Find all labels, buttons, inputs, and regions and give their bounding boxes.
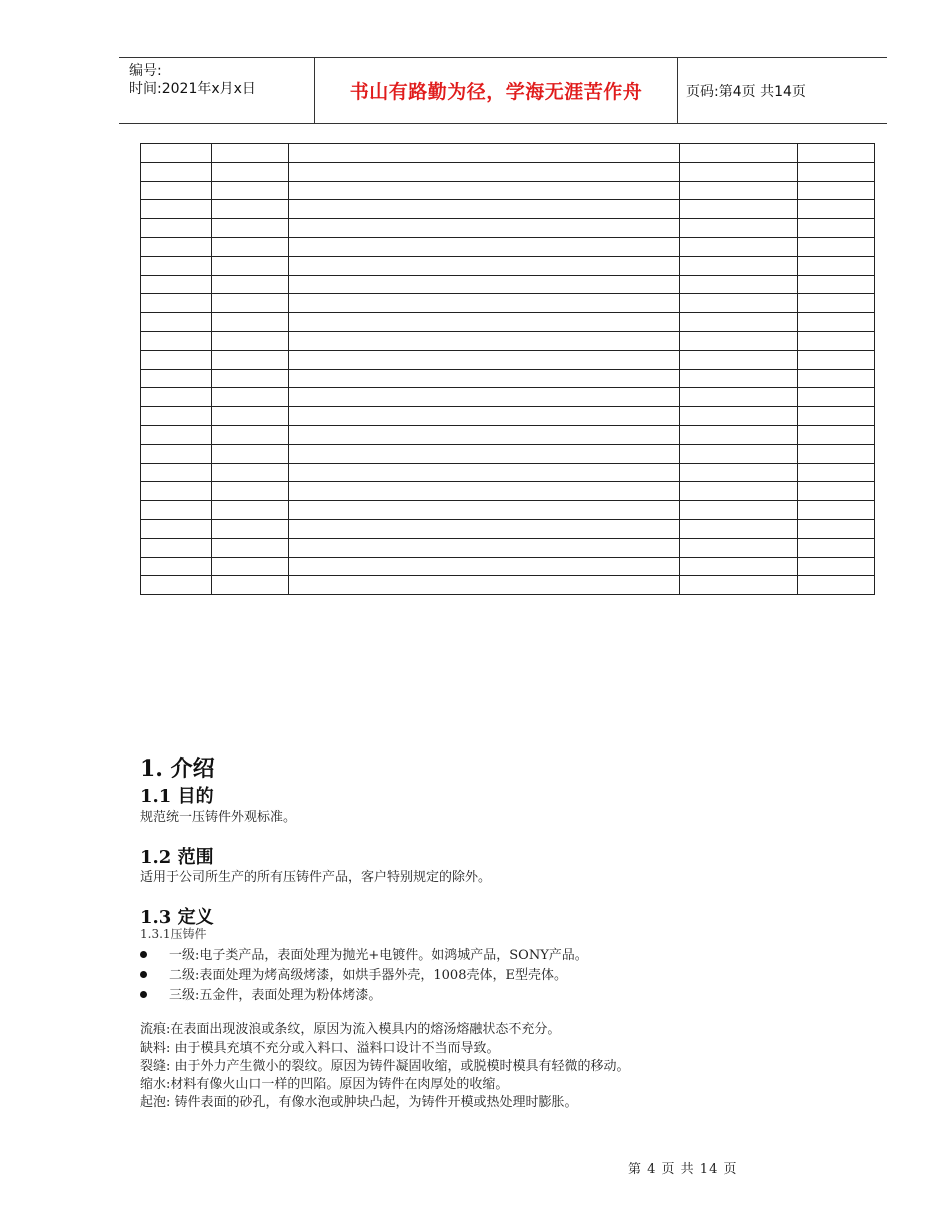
table-cell bbox=[141, 557, 212, 576]
table-cell bbox=[141, 144, 212, 163]
table-cell bbox=[212, 501, 289, 520]
table-cell bbox=[798, 331, 875, 350]
table-cell bbox=[289, 388, 680, 407]
definition-shrinkage: 缩水:材料有像火山口一样的凹陷。原因为铸件在肉厚处的收缩。 bbox=[140, 1077, 509, 1092]
table-cell bbox=[289, 181, 680, 200]
bullet-icon bbox=[140, 951, 147, 958]
table-row bbox=[141, 144, 875, 163]
table-row bbox=[141, 162, 875, 181]
table-cell bbox=[680, 576, 798, 595]
table-cell bbox=[141, 237, 212, 256]
section-title: 1. 介绍 bbox=[140, 756, 215, 782]
header-meta-cell bbox=[119, 58, 315, 123]
table-row bbox=[141, 181, 875, 200]
table-cell bbox=[289, 331, 680, 350]
table-cell bbox=[141, 519, 212, 538]
table-cell bbox=[798, 463, 875, 482]
list-item: 一级:电子类产品，表面处理为抛光+电镀件。如鸿城产品，SONY产品。 bbox=[140, 944, 588, 963]
table-cell bbox=[141, 538, 212, 557]
table-row bbox=[141, 331, 875, 350]
table-cell bbox=[680, 501, 798, 520]
table-row bbox=[141, 538, 875, 557]
table-cell bbox=[798, 256, 875, 275]
table-cell bbox=[141, 369, 212, 388]
table-cell bbox=[212, 482, 289, 501]
subsection-1-1-text: 规范统一压铸件外观标准。 bbox=[140, 810, 297, 825]
table-cell bbox=[680, 256, 798, 275]
table-cell bbox=[798, 557, 875, 576]
table-cell bbox=[289, 350, 680, 369]
page-footer: 第 4 页 共 14 页 bbox=[628, 1162, 738, 1177]
table-cell bbox=[289, 557, 680, 576]
table-cell bbox=[141, 463, 212, 482]
table-row bbox=[141, 369, 875, 388]
table-cell bbox=[289, 444, 680, 463]
table-cell bbox=[212, 425, 289, 444]
table-cell bbox=[680, 331, 798, 350]
table-cell bbox=[680, 181, 798, 200]
table-cell bbox=[798, 369, 875, 388]
table-row bbox=[141, 482, 875, 501]
table-cell bbox=[289, 482, 680, 501]
subsection-1-3-1-label: 1.3.1压铸件 bbox=[140, 927, 207, 941]
table-cell bbox=[141, 425, 212, 444]
table-cell bbox=[212, 256, 289, 275]
table-cell bbox=[289, 162, 680, 181]
table-cell bbox=[212, 200, 289, 219]
table-cell bbox=[680, 388, 798, 407]
table-cell bbox=[680, 294, 798, 313]
table-cell bbox=[680, 313, 798, 332]
table-cell bbox=[680, 237, 798, 256]
table-cell bbox=[141, 331, 212, 350]
table-row bbox=[141, 237, 875, 256]
table-cell bbox=[680, 557, 798, 576]
table-cell bbox=[680, 444, 798, 463]
table-cell bbox=[141, 407, 212, 426]
table-cell bbox=[680, 275, 798, 294]
list-item: 二级:表面处理为烤高级烤漆，如烘手器外壳，1008壳体，E型壳体。 bbox=[140, 964, 567, 983]
table-cell bbox=[289, 294, 680, 313]
table-cell bbox=[212, 219, 289, 238]
table-cell bbox=[680, 407, 798, 426]
table-cell bbox=[141, 275, 212, 294]
table-cell bbox=[798, 576, 875, 595]
table-cell bbox=[212, 444, 289, 463]
table-cell bbox=[212, 519, 289, 538]
table-cell bbox=[680, 538, 798, 557]
table-cell bbox=[212, 463, 289, 482]
table-cell bbox=[798, 219, 875, 238]
table-cell bbox=[798, 162, 875, 181]
table-cell bbox=[680, 463, 798, 482]
table-cell bbox=[289, 538, 680, 557]
table-row bbox=[141, 557, 875, 576]
table-row bbox=[141, 576, 875, 595]
table-cell bbox=[798, 519, 875, 538]
table-cell bbox=[141, 181, 212, 200]
document-time-label: 时间:2021年x月x日 bbox=[129, 81, 256, 97]
table-cell bbox=[798, 200, 875, 219]
table-cell bbox=[212, 407, 289, 426]
empty-table bbox=[140, 143, 875, 595]
table-cell bbox=[289, 313, 680, 332]
table-cell bbox=[212, 275, 289, 294]
table-cell bbox=[212, 181, 289, 200]
table-cell bbox=[289, 501, 680, 520]
table-cell bbox=[212, 313, 289, 332]
definition-cracks: 裂缝: 由于外力产生微小的裂纹。原因为铸件凝固收缩，或脱模时模具有轻微的移动。 bbox=[140, 1059, 630, 1074]
table-row bbox=[141, 425, 875, 444]
table-cell bbox=[212, 294, 289, 313]
table-cell bbox=[212, 388, 289, 407]
table-cell bbox=[798, 482, 875, 501]
bullet-icon bbox=[140, 971, 147, 978]
table-row bbox=[141, 256, 875, 275]
table-cell bbox=[141, 482, 212, 501]
subsection-1-1-title: 1.1 目的 bbox=[140, 786, 214, 807]
page-header bbox=[119, 57, 887, 124]
table-cell bbox=[680, 369, 798, 388]
table-cell bbox=[212, 369, 289, 388]
table-row bbox=[141, 388, 875, 407]
table-cell bbox=[798, 313, 875, 332]
header-motto: 书山有路勤为径，学海无涯苦作舟 bbox=[349, 81, 643, 103]
list-item: 三级:五金件，表面处理为粉体烤漆。 bbox=[140, 984, 381, 1003]
table-cell bbox=[141, 313, 212, 332]
table-cell bbox=[798, 425, 875, 444]
definition-blisters: 起泡: 铸件表面的砂孔，有像水泡或肿块凸起，为铸件开模或热处理时膨胀。 bbox=[140, 1095, 578, 1110]
table-cell bbox=[798, 444, 875, 463]
table-cell bbox=[212, 144, 289, 163]
table-cell bbox=[289, 256, 680, 275]
table-cell bbox=[289, 407, 680, 426]
table-cell bbox=[141, 219, 212, 238]
table-cell bbox=[289, 144, 680, 163]
table-cell bbox=[141, 162, 212, 181]
table-cell bbox=[798, 388, 875, 407]
table-cell bbox=[680, 200, 798, 219]
table-cell bbox=[212, 162, 289, 181]
table-cell bbox=[141, 501, 212, 520]
table-cell bbox=[798, 538, 875, 557]
table-cell bbox=[680, 144, 798, 163]
table-cell bbox=[141, 256, 212, 275]
document-number-label: 编号: bbox=[129, 63, 162, 79]
table-cell bbox=[798, 181, 875, 200]
table-cell bbox=[798, 350, 875, 369]
table-row bbox=[141, 444, 875, 463]
table-row bbox=[141, 219, 875, 238]
subsection-1-2-title: 1.2 范围 bbox=[140, 847, 214, 868]
table-cell bbox=[289, 200, 680, 219]
subsection-1-2-text: 适用于公司所生产的所有压铸件产品，客户特别规定的除外。 bbox=[140, 870, 492, 885]
table-cell bbox=[680, 482, 798, 501]
table-cell bbox=[289, 519, 680, 538]
table-cell bbox=[289, 219, 680, 238]
header-motto-cell bbox=[315, 58, 678, 123]
table-cell bbox=[141, 444, 212, 463]
table-cell bbox=[289, 369, 680, 388]
table-cell bbox=[798, 237, 875, 256]
table-cell bbox=[798, 275, 875, 294]
table-cell bbox=[212, 576, 289, 595]
subsection-1-3-title: 1.3 定义 bbox=[140, 907, 214, 928]
table-row bbox=[141, 501, 875, 520]
table-cell bbox=[798, 501, 875, 520]
table-row bbox=[141, 463, 875, 482]
table-cell bbox=[680, 219, 798, 238]
table-row bbox=[141, 200, 875, 219]
table-cell bbox=[680, 519, 798, 538]
definition-flow-marks: 流痕:在表面出现波浪或条纹，原因为流入模具内的熔汤熔融状态不充分。 bbox=[140, 1022, 561, 1037]
definition-short-shot: 缺料: 由于模具充填不充分或入料口、溢料口设计不当而导致。 bbox=[140, 1041, 500, 1056]
table-row bbox=[141, 275, 875, 294]
table-cell bbox=[289, 237, 680, 256]
table-row bbox=[141, 519, 875, 538]
table-cell bbox=[212, 557, 289, 576]
table-row bbox=[141, 294, 875, 313]
table-cell bbox=[141, 576, 212, 595]
table-row bbox=[141, 350, 875, 369]
table-cell bbox=[212, 331, 289, 350]
table-cell bbox=[289, 275, 680, 294]
table-cell bbox=[141, 200, 212, 219]
bullet-icon bbox=[140, 991, 147, 998]
table-cell bbox=[680, 162, 798, 181]
table-cell bbox=[680, 425, 798, 444]
table-cell bbox=[798, 294, 875, 313]
table-cell bbox=[680, 350, 798, 369]
table-cell bbox=[212, 350, 289, 369]
table-cell bbox=[289, 463, 680, 482]
table-row bbox=[141, 313, 875, 332]
table-cell bbox=[289, 425, 680, 444]
table-cell bbox=[798, 407, 875, 426]
table-cell bbox=[212, 237, 289, 256]
table-cell bbox=[289, 576, 680, 595]
table-row bbox=[141, 407, 875, 426]
header-page-cell bbox=[678, 58, 887, 123]
table-cell bbox=[141, 294, 212, 313]
table-cell bbox=[212, 538, 289, 557]
header-page-info: 页码:第4页 共14页 bbox=[686, 83, 806, 100]
table-cell bbox=[798, 144, 875, 163]
table-cell bbox=[141, 350, 212, 369]
table-cell bbox=[141, 388, 212, 407]
